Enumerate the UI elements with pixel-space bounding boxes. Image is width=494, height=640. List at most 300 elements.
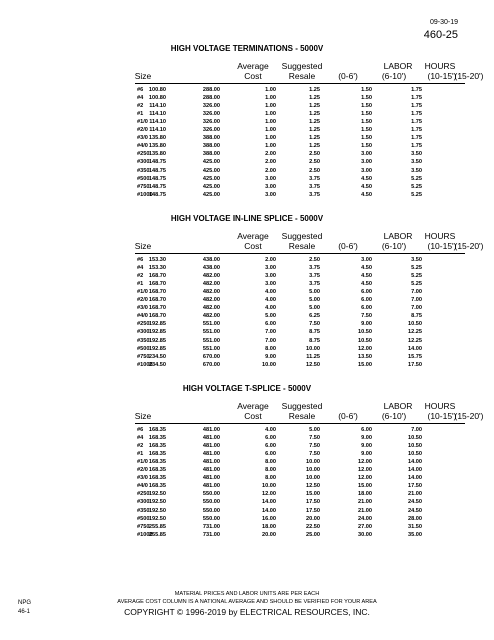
table-row [0, 361, 494, 369]
labor-0-6-cell: 20.00 [262, 531, 276, 538]
labor-15-20-cell: 5.25 [411, 183, 422, 190]
suggested-resale-cell: 388.00 [202, 135, 220, 142]
column-header-cost: Cost [244, 241, 262, 251]
suggested-resale-cell: 482.00 [202, 289, 220, 296]
labor-15-20-cell: 3.50 [411, 167, 422, 174]
size-cell: #500 [137, 175, 150, 182]
labor-6-10-cell: 2.50 [309, 151, 320, 158]
size-cell: #750 [137, 523, 150, 530]
average-cost-cell: 168.70 [148, 313, 166, 320]
size-cell: #350 [137, 337, 150, 344]
table-row [0, 482, 494, 490]
size-cell: #2 [137, 443, 144, 450]
column-header-range4: (15-20') [454, 411, 484, 421]
suggested-resale-cell: 481.00 [202, 427, 220, 433]
labor-6-10-cell: 17.50 [306, 507, 320, 514]
labor-0-6-cell: 1.00 [265, 95, 276, 102]
table-row [0, 110, 494, 118]
labor-6-10-cell: 12.50 [306, 483, 320, 490]
labor-10-15-cell: 12.00 [358, 475, 372, 482]
labor-10-15-cell: 3.00 [361, 151, 372, 158]
labor-0-6-cell: 1.00 [265, 103, 276, 110]
labor-6-10-cell: 2.50 [309, 257, 320, 263]
labor-0-6-cell: 2.00 [265, 167, 276, 174]
column-header-range3: (10-15') [427, 241, 457, 251]
labor-10-15-cell: 30.00 [358, 531, 372, 538]
page-reference: 46-1 [18, 609, 31, 615]
average-cost-cell: 168.35 [148, 467, 166, 474]
labor-6-10-cell: 2.50 [309, 167, 320, 174]
labor-10-15-cell: 4.50 [361, 281, 372, 288]
labor-15-20-cell: 17.50 [408, 361, 422, 368]
labor-10-15-cell: 3.00 [361, 167, 372, 174]
labor-6-10-cell: 1.25 [309, 103, 320, 110]
header-row-bottom [0, 411, 494, 422]
table-row [0, 320, 494, 328]
table-row [0, 134, 494, 142]
column-header-average: Average [237, 61, 269, 71]
labor-10-15-cell: 6.00 [361, 289, 372, 296]
labor-15-20-cell: 7.00 [411, 297, 422, 304]
column-header-range2: (6-10') [381, 411, 407, 421]
average-cost-cell: 234.50 [148, 353, 166, 360]
labor-0-6-cell: 1.00 [265, 127, 276, 134]
suggested-resale-cell: 481.00 [202, 443, 220, 450]
labor-0-6-cell: 9.00 [265, 353, 276, 360]
labor-0-6-cell: 1.00 [265, 111, 276, 118]
table-row [0, 345, 494, 353]
labor-10-15-cell: 1.50 [361, 143, 372, 150]
labor-10-15-cell: 12.00 [358, 467, 372, 474]
size-cell: #300 [137, 159, 150, 166]
labor-6-10-cell: 3.75 [309, 273, 320, 280]
table-row [0, 426, 494, 434]
labor-15-20-cell: 5.25 [411, 273, 422, 280]
table-row [0, 272, 494, 280]
labor-15-20-cell: 1.75 [411, 111, 422, 118]
labor-15-20-cell: 5.25 [411, 191, 422, 198]
labor-10-15-cell: 1.50 [361, 127, 372, 134]
suggested-resale-cell: 326.00 [202, 127, 220, 134]
average-cost-cell: 234.50 [148, 361, 166, 368]
table-row [0, 507, 494, 515]
labor-15-20-cell: 5.25 [411, 265, 422, 272]
suggested-resale-cell: 388.00 [202, 143, 220, 150]
column-header-size: Size [134, 411, 152, 421]
table-section [0, 214, 494, 374]
header-divider [135, 423, 465, 424]
suggested-resale-cell: 481.00 [202, 435, 220, 442]
suggested-resale-cell: 551.00 [202, 329, 220, 336]
labor-15-20-cell: 14.00 [408, 345, 422, 352]
size-cell: #3/0 [137, 135, 148, 142]
table-section [0, 384, 494, 544]
size-cell: #4 [137, 435, 144, 442]
suggested-resale-cell: 551.00 [202, 345, 220, 352]
section-title: HIGH VOLTAGE IN-LINE SPLICE - 5000V [170, 214, 324, 223]
table-row [0, 264, 494, 272]
labor-10-15-cell: 10.50 [358, 329, 372, 336]
labor-0-6-cell: 10.00 [262, 483, 276, 490]
labor-10-15-cell: 13.50 [358, 353, 372, 360]
labor-10-15-cell: 9.00 [361, 451, 372, 458]
table-row [0, 353, 494, 361]
labor-0-6-cell: 4.00 [265, 289, 276, 296]
suggested-resale-cell: 425.00 [202, 183, 220, 190]
suggested-resale-cell: 288.00 [202, 87, 220, 93]
date-label: 09-30-19 [429, 19, 458, 26]
column-header-size: Size [134, 241, 152, 251]
average-cost-cell: 114.10 [149, 111, 166, 118]
labor-0-6-cell: 1.00 [265, 119, 276, 126]
average-cost-cell: 100.80 [148, 87, 166, 93]
labor-15-20-cell: 24.50 [408, 499, 422, 506]
labor-0-6-cell: 8.00 [265, 459, 276, 466]
labor-6-10-cell: 1.25 [309, 111, 320, 118]
table-row [0, 158, 494, 166]
labor-0-6-cell: 3.00 [265, 191, 276, 198]
size-cell: #250 [137, 321, 150, 328]
labor-10-15-cell: 1.50 [361, 103, 372, 110]
labor-0-6-cell: 3.00 [265, 175, 276, 182]
column-header-labor-label: LABOR [383, 401, 413, 411]
table-row [0, 474, 494, 482]
labor-15-20-cell: 7.00 [411, 427, 422, 433]
suggested-resale-cell: 482.00 [202, 305, 220, 312]
suggested-resale-cell: 425.00 [202, 191, 220, 198]
labor-6-10-cell: 3.75 [309, 265, 320, 272]
labor-0-6-cell: 1.00 [265, 143, 276, 150]
labor-10-15-cell: 1.50 [361, 87, 372, 93]
table-row [0, 498, 494, 506]
labor-6-10-cell: 10.00 [306, 475, 320, 482]
labor-6-10-cell: 3.75 [309, 191, 320, 198]
suggested-resale-cell: 550.00 [202, 515, 220, 522]
footer-note-average: AVERAGE COST COLUMN IS A NATIONAL AVERAGE AND SHOULD BE VERIFIED FOR YOUR AREA [117, 599, 377, 605]
table-row [0, 94, 494, 102]
labor-0-6-cell: 3.00 [265, 265, 276, 272]
labor-6-10-cell: 10.00 [306, 345, 320, 352]
suggested-resale-cell: 550.00 [202, 507, 220, 514]
column-header-range2: (6-10') [381, 71, 407, 81]
average-cost-cell: 168.35 [148, 459, 166, 466]
labor-15-20-cell: 8.75 [411, 313, 422, 320]
suggested-resale-cell: 481.00 [202, 467, 220, 474]
average-cost-cell: 168.35 [148, 475, 166, 482]
suggested-resale-cell: 481.00 [202, 459, 220, 466]
table-row [0, 256, 494, 264]
labor-6-10-cell: 1.25 [309, 127, 320, 134]
labor-6-10-cell: 17.50 [306, 499, 320, 506]
column-header-range1: (0-6') [338, 71, 358, 81]
labor-10-15-cell: 15.00 [358, 361, 372, 368]
labor-6-10-cell: 20.00 [306, 515, 320, 522]
labor-6-10-cell: 2.50 [309, 159, 320, 166]
average-cost-cell: 153.30 [148, 257, 166, 263]
labor-10-15-cell: 18.00 [358, 491, 372, 498]
column-header-range1: (0-6') [338, 241, 358, 251]
labor-0-6-cell: 1.00 [265, 135, 276, 142]
size-cell: #750 [137, 353, 150, 360]
labor-6-10-cell: 3.75 [309, 281, 320, 288]
labor-6-10-cell: 1.25 [309, 135, 320, 142]
average-cost-cell: 148.75 [148, 191, 166, 198]
labor-0-6-cell: 14.00 [262, 499, 276, 506]
size-cell: #6 [137, 257, 144, 263]
labor-15-20-cell: 28.00 [408, 515, 422, 522]
suggested-resale-cell: 326.00 [202, 111, 220, 118]
labor-15-20-cell: 15.75 [408, 353, 422, 360]
brand-label: NPG [18, 600, 32, 606]
labor-15-20-cell: 1.75 [411, 143, 422, 150]
labor-15-20-cell: 3.50 [411, 159, 422, 166]
labor-0-6-cell: 4.00 [265, 297, 276, 304]
average-cost-cell: 192.85 [148, 329, 166, 336]
labor-10-15-cell: 4.50 [361, 175, 372, 182]
size-cell: #2 [137, 273, 144, 280]
size-cell: #350 [137, 167, 150, 174]
labor-0-6-cell: 10.00 [262, 361, 276, 368]
average-cost-cell: 168.35 [148, 451, 166, 458]
suggested-resale-cell: 551.00 [202, 337, 220, 344]
average-cost-cell: 168.70 [148, 273, 166, 280]
section-title: HIGH VOLTAGE TERMINATIONS - 5000V [170, 44, 324, 53]
table-row [0, 150, 494, 158]
column-header-range3: (10-15') [427, 411, 457, 421]
labor-15-20-cell: 3.50 [411, 151, 422, 158]
average-cost-cell: 192.85 [148, 337, 166, 344]
suggested-resale-cell: 481.00 [202, 451, 220, 458]
column-header-range2: (6-10') [381, 241, 407, 251]
labor-10-15-cell: 27.00 [358, 523, 372, 530]
header-divider [135, 83, 465, 84]
average-cost-cell: 192.50 [148, 491, 166, 498]
suggested-resale-cell: 550.00 [202, 499, 220, 506]
labor-10-15-cell: 12.00 [358, 345, 372, 352]
suggested-resale-cell: 550.00 [202, 491, 220, 498]
labor-0-6-cell: 12.00 [262, 491, 276, 498]
column-header-range4: (15-20') [454, 241, 484, 251]
size-cell: #1000 [137, 361, 153, 368]
labor-6-10-cell: 1.25 [309, 87, 320, 93]
average-cost-cell: 168.35 [148, 483, 166, 490]
labor-10-15-cell: 10.50 [358, 337, 372, 344]
table-section [0, 44, 494, 204]
size-cell: #1000 [137, 531, 153, 538]
labor-15-20-cell: 10.50 [408, 435, 422, 442]
labor-15-20-cell: 10.50 [408, 321, 422, 328]
labor-0-6-cell: 18.00 [262, 523, 276, 530]
page-number: 460-25 [423, 29, 458, 41]
labor-10-15-cell: 3.00 [361, 257, 372, 263]
labor-15-20-cell: 1.75 [411, 103, 422, 110]
average-cost-cell: 135.80 [148, 143, 166, 150]
labor-0-6-cell: 3.00 [265, 183, 276, 190]
average-cost-cell: 148.75 [148, 159, 166, 166]
labor-0-6-cell: 2.00 [265, 159, 276, 166]
size-cell: #350 [137, 507, 150, 514]
suggested-resale-cell: 438.00 [202, 265, 220, 272]
column-header-resale: Resale [288, 411, 316, 421]
table-row [0, 337, 494, 345]
table-row [0, 280, 494, 288]
suggested-resale-cell: 481.00 [202, 483, 220, 490]
size-cell: #2/0 [137, 297, 148, 304]
labor-6-10-cell: 25.00 [306, 531, 320, 538]
column-header-hours-label: HOURS [424, 61, 456, 71]
labor-0-6-cell: 4.00 [265, 305, 276, 312]
labor-15-20-cell: 24.50 [408, 507, 422, 514]
average-cost-cell: 100.80 [148, 95, 166, 102]
labor-10-15-cell: 1.50 [361, 95, 372, 102]
labor-10-15-cell: 1.50 [361, 111, 372, 118]
column-header-range4: (15-20') [454, 71, 484, 81]
suggested-resale-cell: 731.00 [202, 531, 220, 538]
table-row [0, 175, 494, 183]
size-cell: #3/0 [137, 475, 148, 482]
suggested-resale-cell: 670.00 [202, 361, 220, 368]
labor-10-15-cell: 1.50 [361, 119, 372, 126]
labor-0-6-cell: 7.00 [265, 337, 276, 344]
labor-15-20-cell: 5.25 [411, 175, 422, 182]
size-cell: #500 [137, 515, 150, 522]
labor-6-10-cell: 7.50 [309, 443, 320, 450]
suggested-resale-cell: 425.00 [202, 159, 220, 166]
column-header-resale: Resale [288, 241, 316, 251]
table-row [0, 288, 494, 296]
average-cost-cell: 168.70 [148, 289, 166, 296]
column-header-range1: (0-6') [338, 411, 358, 421]
suggested-resale-cell: 288.00 [202, 95, 220, 102]
labor-6-10-cell: 5.00 [309, 427, 320, 433]
labor-0-6-cell: 6.00 [265, 321, 276, 328]
labor-10-15-cell: 6.00 [361, 305, 372, 312]
size-cell: #2/0 [137, 467, 148, 474]
labor-0-6-cell: 8.00 [265, 475, 276, 482]
labor-10-15-cell: 6.00 [361, 427, 372, 433]
column-header-size: Size [134, 71, 152, 81]
column-header-suggested: Suggested [281, 61, 323, 71]
average-cost-cell: 168.70 [148, 281, 166, 288]
labor-0-6-cell: 2.00 [265, 257, 276, 263]
table-row [0, 434, 494, 442]
table-row [0, 142, 494, 150]
average-cost-cell: 168.35 [148, 435, 166, 442]
labor-0-6-cell: 8.00 [265, 467, 276, 474]
labor-15-20-cell: 35.00 [408, 531, 422, 538]
size-cell: #750 [137, 183, 150, 190]
header-divider [135, 253, 465, 254]
table-row [0, 167, 494, 175]
table-row [0, 126, 494, 134]
suggested-resale-cell: 425.00 [202, 167, 220, 174]
average-cost-cell: 135.80 [148, 151, 166, 158]
suggested-resale-cell: 482.00 [202, 281, 220, 288]
average-cost-cell: 135.80 [148, 135, 166, 142]
labor-15-20-cell: 1.75 [411, 127, 422, 134]
labor-10-15-cell: 21.00 [358, 507, 372, 514]
labor-6-10-cell: 8.75 [309, 329, 320, 336]
labor-15-20-cell: 3.50 [411, 257, 422, 263]
labor-15-20-cell: 12.25 [408, 337, 422, 344]
labor-0-6-cell: 5.00 [265, 313, 276, 320]
labor-10-15-cell: 4.50 [361, 265, 372, 272]
column-header-resale: Resale [288, 71, 316, 81]
labor-15-20-cell: 7.00 [411, 305, 422, 312]
labor-15-20-cell: 17.50 [408, 483, 422, 490]
labor-15-20-cell: 7.00 [411, 289, 422, 296]
table-row [0, 442, 494, 450]
size-cell: #250 [137, 151, 150, 158]
column-header-hours-label: HOURS [424, 231, 456, 241]
table-row [0, 102, 494, 110]
labor-6-10-cell: 5.00 [309, 305, 320, 312]
suggested-resale-cell: 438.00 [202, 257, 220, 263]
labor-0-6-cell: 3.00 [265, 273, 276, 280]
column-header-hours-label: HOURS [424, 401, 456, 411]
suggested-resale-cell: 326.00 [202, 119, 220, 126]
table-row [0, 466, 494, 474]
labor-15-20-cell: 14.00 [408, 459, 422, 466]
column-header-suggested: Suggested [281, 231, 323, 241]
suggested-resale-cell: 482.00 [202, 297, 220, 304]
labor-6-10-cell: 1.25 [309, 95, 320, 102]
header-row-bottom [0, 71, 494, 82]
average-cost-cell: 168.70 [148, 297, 166, 304]
labor-6-10-cell: 3.75 [309, 175, 320, 182]
size-cell: #4/0 [137, 313, 148, 320]
labor-15-20-cell: 10.50 [408, 443, 422, 450]
average-cost-cell: 153.30 [148, 265, 166, 272]
labor-15-20-cell: 12.25 [408, 329, 422, 336]
labor-15-20-cell: 1.75 [411, 87, 422, 93]
labor-6-10-cell: 1.25 [309, 119, 320, 126]
suggested-resale-cell: 481.00 [202, 475, 220, 482]
labor-10-15-cell: 4.50 [361, 183, 372, 190]
column-header-suggested: Suggested [281, 401, 323, 411]
section-title: HIGH VOLTAGE T-SPLICE - 5000V [182, 384, 312, 393]
labor-15-20-cell: 14.00 [408, 467, 422, 474]
suggested-resale-cell: 551.00 [202, 321, 220, 328]
labor-0-6-cell: 14.00 [262, 507, 276, 514]
table-row [0, 531, 494, 539]
labor-10-15-cell: 4.50 [361, 191, 372, 198]
labor-15-20-cell: 14.00 [408, 475, 422, 482]
labor-15-20-cell: 1.75 [411, 119, 422, 126]
labor-6-10-cell: 7.50 [309, 435, 320, 442]
table-row [0, 296, 494, 304]
size-cell: #4/0 [137, 483, 148, 490]
size-cell: #300 [137, 329, 150, 336]
size-cell: #250 [137, 491, 150, 498]
size-cell: #1/0 [137, 119, 148, 126]
labor-6-10-cell: 22.50 [306, 523, 320, 530]
labor-15-20-cell: 5.25 [411, 281, 422, 288]
labor-15-20-cell: 1.75 [411, 135, 422, 142]
size-cell: #1 [137, 281, 144, 288]
size-cell: #4 [137, 265, 144, 272]
labor-15-20-cell: 1.75 [411, 95, 422, 102]
labor-6-10-cell: 5.00 [309, 289, 320, 296]
labor-6-10-cell: 11.25 [306, 353, 320, 360]
footer-note-units: MATERIAL PRICES AND LABOR UNITS ARE PER EACH [174, 591, 320, 597]
average-cost-cell: 192.85 [148, 321, 166, 328]
suggested-resale-cell: 326.00 [202, 103, 220, 110]
table-row [0, 86, 494, 94]
column-header-cost: Cost [244, 71, 262, 81]
average-cost-cell: 192.85 [148, 345, 166, 352]
labor-10-15-cell: 3.00 [361, 159, 372, 166]
